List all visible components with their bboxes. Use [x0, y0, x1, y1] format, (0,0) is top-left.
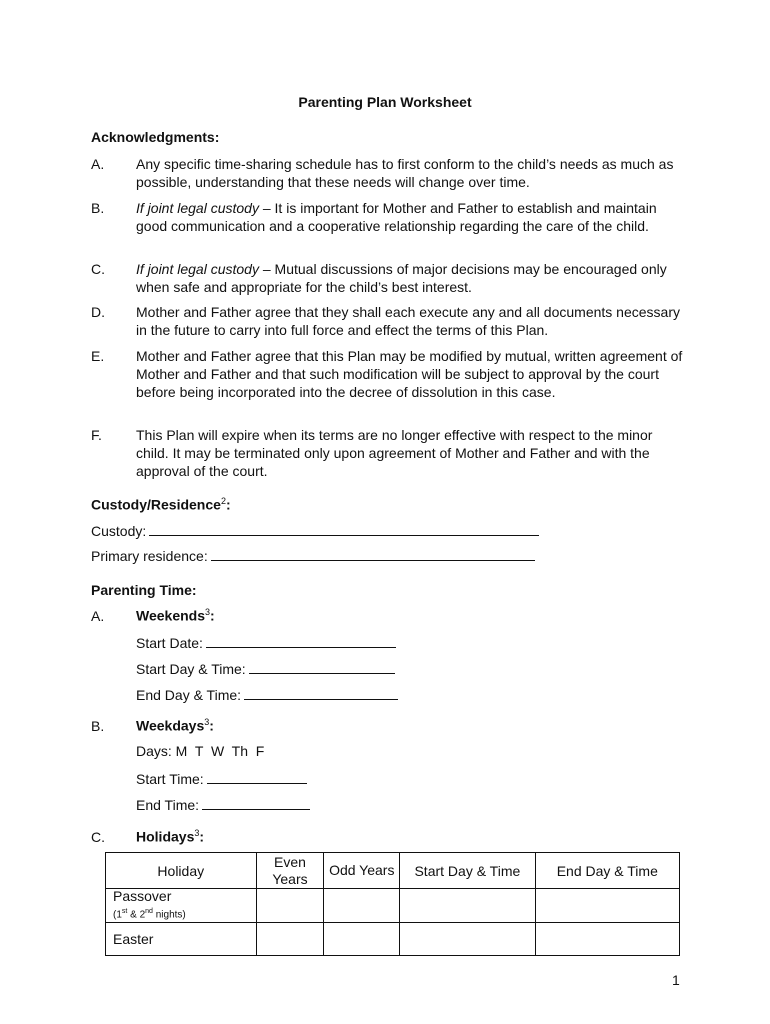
holiday-note: (1st & 2nd nights)	[113, 908, 186, 921]
primary-residence-input-line[interactable]	[211, 546, 535, 561]
weekend-end-day-time-input-line[interactable]	[244, 685, 398, 700]
holidays-letter: C.	[91, 829, 105, 845]
column-header: Holiday	[106, 853, 257, 889]
weekday-start-time-label: Start Time:	[136, 771, 204, 787]
custody-field	[91, 521, 539, 539]
weekend-start-day-time-input-line[interactable]	[249, 659, 395, 674]
weekdays-heading: Weekdays$^3$:	[136, 717, 214, 734]
weekend-start-date-field	[136, 633, 396, 651]
weekday-days-field[interactable]: Days: M T W Th F	[136, 743, 265, 759]
weekday-end-time-field	[136, 795, 310, 813]
weekday-end-time-input-line[interactable]	[202, 795, 310, 810]
table-row	[106, 889, 680, 923]
weekend-end-day-time-label: End Day & Time:	[136, 687, 242, 703]
ack-text: Any specific time-sharing schedule has to first conform to the child’s needs as much as possible, understanding that these needs will change over time.	[136, 156, 674, 190]
custody-label: Custody:	[91, 523, 147, 539]
ack-letter: E.	[91, 348, 105, 364]
even-years-cell[interactable]	[256, 889, 324, 923]
even-years-cell[interactable]	[256, 923, 324, 956]
ack-body: – It is important for Mother and Father to establish and maintain good communication and a cooperative relationship regarding the care of the child.	[136, 200, 657, 234]
primary-residence-label: Primary residence:	[91, 548, 208, 564]
weekend-start-date-label: Start Date:	[136, 635, 203, 651]
ack-text	[136, 199, 686, 235]
ack-lead: If joint legal custody	[136, 261, 259, 277]
ack-letter: D.	[91, 304, 105, 320]
weekends-letter: A.	[91, 608, 105, 624]
ack-letter: C.	[91, 261, 105, 277]
ack-letter: F.	[91, 427, 102, 443]
ack-text: This Plan will expire when its terms are no longer effective with respect to the minor child. It may be terminated only upon agreement of Mother and Father and with the approval of the court.	[136, 427, 653, 479]
ack-text	[136, 260, 686, 296]
ack-text: Mother and Father agree that this Plan may be modified by mutual, written agreement of Mother and Father and that such modification will be subject to approval by the court before being incorporated into the decree of dissolution in this case.	[136, 348, 683, 400]
custody-input-line[interactable]	[149, 521, 539, 536]
primary-residence-field	[91, 546, 535, 564]
end-day-time-cell[interactable]	[535, 889, 679, 923]
weekdays-letter: B.	[91, 718, 105, 734]
table-header-row	[106, 853, 680, 889]
weekday-start-time-field	[136, 769, 307, 787]
column-header: Start Day & Time	[400, 853, 535, 889]
ack-text: Mother and Father agree that they shall each execute any and all documents necessary in the future to carry into full force and effect the terms of this Plan.	[136, 304, 680, 338]
page-title: Parenting Plan Worksheet	[298, 94, 472, 110]
holiday-name-cell	[106, 889, 257, 923]
holidays-heading: Holidays$^3$:	[136, 828, 205, 845]
weekend-start-day-time-field	[136, 659, 395, 677]
weekend-start-date-input-line[interactable]	[206, 633, 396, 648]
start-day-time-cell[interactable]	[400, 923, 535, 956]
column-header: End Day & Time	[535, 853, 679, 889]
column-header: Odd Years	[324, 853, 400, 889]
acknowledgments-heading: Acknowledgments:	[91, 129, 220, 145]
holiday-name-cell	[106, 923, 257, 956]
weekend-start-day-time-label: Start Day & Time:	[136, 661, 246, 677]
weekend-end-day-time-field	[136, 685, 398, 703]
end-day-time-cell[interactable]	[535, 923, 679, 956]
holidays-table	[105, 852, 680, 956]
custody-heading: Custody/Residence$^2$:	[91, 496, 231, 513]
weekends-heading: Weekends$^3$:	[136, 607, 215, 624]
odd-years-cell[interactable]	[324, 889, 400, 923]
parenting-time-heading: Parenting Time:	[91, 582, 197, 598]
holiday-name: Passover	[113, 888, 172, 904]
ack-lead: If joint legal custody	[136, 200, 259, 216]
holiday-name: Easter	[113, 931, 154, 948]
column-header: Even Years	[256, 853, 324, 889]
page-number: 1	[672, 972, 680, 988]
start-day-time-cell[interactable]	[400, 889, 535, 923]
weekday-start-time-input-line[interactable]	[207, 769, 307, 784]
table-row	[106, 923, 680, 956]
weekday-end-time-label: End Time:	[136, 797, 200, 813]
ack-body: – Mutual discussions of major decisions may be encouraged only when safe and appropriate for the child’s best interest.	[136, 261, 667, 295]
odd-years-cell[interactable]	[324, 923, 400, 956]
ack-letter: A.	[91, 156, 105, 172]
ack-letter: B.	[91, 200, 105, 216]
